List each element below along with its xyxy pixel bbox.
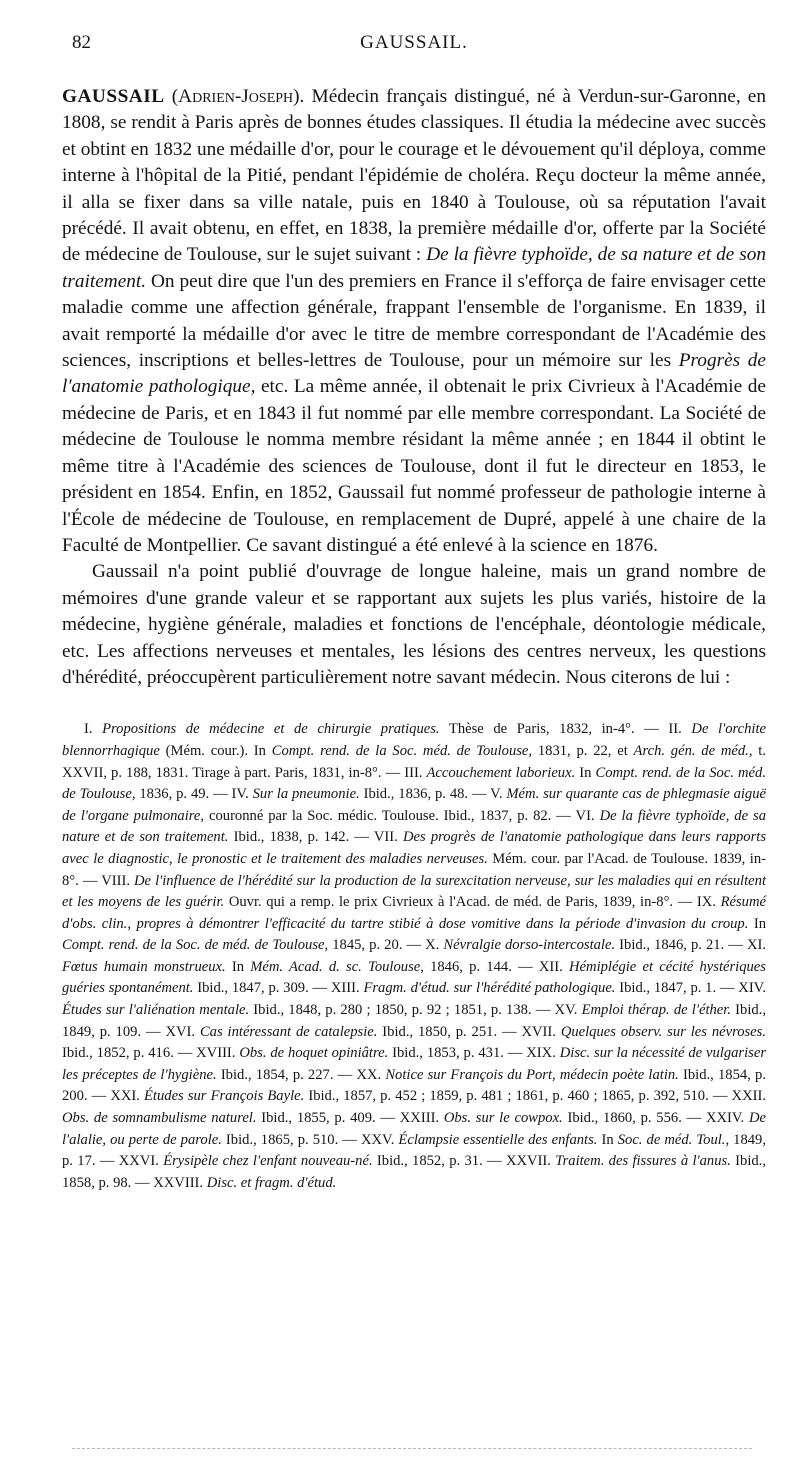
bibliography-title: Traitem. des fissures à l'anus. xyxy=(555,1153,731,1170)
bibliography-text: Ibid., 1852, p. 416. — XVIII. xyxy=(62,1045,240,1062)
paragraph-1-text-b: On peut dire que l'un des premiers en France il s'efforça de faire envisager cette maladie comme une affection générale, frappant l'ensemble de l'organisme. En 1839, il avait remporté la médaille d'or avec le titre de membre correspondant de l'Académie des sciences, inscriptions et belles-lettres de Toulouse, pour un mémoire sur les xyxy=(62,270,766,372)
bibliography-text: Ibid., 1854, p. 227. — XX. xyxy=(216,1066,386,1083)
paragraph-1-text-a: Médecin français distingué, né à Verdun-sur-Garonne, en 1808, se rendit à Paris après de bonnes études classiques. Il étudia la médecine avec succès et obtint en 1832 une médaille d'or, pour le courage et le dévouement qu'il déploya, comme interne à l'hôpital de la Pitié, pendant l'épidémie de choléra. Reçu docteur la même année, il alla se fixer dans sa ville natale, puis en 1840 à Toulouse, où sa réputation l'avait précédé. Il avait obtenu, en effet, en 1838, la première médaille d'or, offerte par la Société de médecine de Toulouse, sur le sujet suivant : xyxy=(62,86,766,266)
bibliography-text: Ibid., 1847, p. 1. — XIV. xyxy=(615,980,766,997)
bibliography-title: Hémiplégie et cécité hystériques guéries spontanément. xyxy=(62,958,766,997)
bibliography-text: Ibid., 1858, p. 98. — XXVIII. xyxy=(62,1153,766,1191)
bibliography-text: 1846, p. 144. — XII. xyxy=(423,958,570,975)
bibliography-title: De l'orchite blennorrhagique xyxy=(62,721,767,759)
bibliography-text: Ouvr. qui a remp. le prix Civrieux à l'Acad. de méd. de Paris, 1839, in-8°. — IX. xyxy=(224,894,721,911)
bibliography-title: Compt. rend. de la Soc. méd. de Toulouse, xyxy=(62,764,766,803)
bibliography-text: Thèse de Paris, 1832, in-4°. — II. xyxy=(439,721,692,738)
running-head: GAUSSAIL. xyxy=(360,32,468,53)
bibliography-text: I. xyxy=(84,721,103,738)
bibliography-title: Mém. sur quarante cas de phlegmasie aiguë de l'organe pulmonaire, xyxy=(62,786,767,824)
bibliography-title: Obs. de somnambulisme naturel. xyxy=(62,1110,257,1127)
bibliography-title: Disc. sur la nécessité de vulgariser les préceptes de l'hygiène. xyxy=(62,1045,766,1083)
bibliography-text: t. XXVII, p. 188, 1831. Tirage à part. Paris, 1831, in-8°. — III. xyxy=(62,742,766,781)
article-body xyxy=(62,84,766,691)
bibliography-text: Ibid., 1853, p. 431. — XIX. xyxy=(388,1045,560,1062)
paragraph-1-text-c: etc. La même année, il obtenait le prix Civrieux à l'Académie de médecine de Paris, et en 1843 il fut nommé par elle membre correspondant. La Société de médecine de Toulouse le nomma membre résidant la même année ; en 1844 il obtint le même titre à l'Académie des sciences de Toulouse, dont il fut le directeur en 1853, le président en 1854. Enfin, en 1852, Gaussail fut nommé professeur de pathologie interne à l'École de médecine de Toulouse, en remplacement de Dupré, appelé à une chaire de la Faculté de Montpellier. Ce savant distingué a été enlevé à la science en 1876. xyxy=(62,376,766,556)
bibliography-text: Ibid., 1838, p. 142. — VII. xyxy=(228,829,403,846)
bibliography-title: Soc. de méd. Toul., xyxy=(617,1131,730,1148)
bibliography-text: Ibid., 1850, p. 251. — XVII. xyxy=(377,1023,561,1040)
paragraph-2: Gaussail n'a point publié d'ouvrage de longue haleine, mais un grand nombre de mémoires d'une grande valeur et se rapportant aux sujets les plus variés, histoire de la médecine, hygiène générale, maladies et fonctions de l'encéphale, déontologie médicale, etc. Les affections nerveuses et mentales, les lésions des centres nerveux, les questions d'hérédité, préoccupèrent particulièrement notre savant médecin. Nous citerons de lui : xyxy=(62,561,766,688)
bibliography-title: Mém. Acad. d. sc. Toulouse, xyxy=(250,958,424,975)
bibliography-title: Compt. rend. de la Soc. de méd. de Toulouse, xyxy=(62,937,329,954)
bibliography-title: Fragm. d'étud. sur l'hérédité pathologique. xyxy=(363,980,616,997)
bibliography-text: Ibid., 1846, p. 21. — XI. xyxy=(615,937,766,954)
bibliography-title: Éclampsie essentielle des enfants. xyxy=(398,1131,598,1148)
bibliography-title: Érysipèle chez l'enfant nouveau-né. xyxy=(163,1153,373,1170)
bibliography-title: Obs. sur le cowpox. xyxy=(443,1110,563,1127)
bibliography-text: 1836, p. 49. — IV. xyxy=(135,786,253,803)
bibliography-text: Ibid., 1849, p. 109. — XVI. xyxy=(62,1002,766,1040)
bibliography-text: Mém. cour. par l'Acad. de Toulouse. 1839, in-8°. — VIII. xyxy=(62,850,766,889)
bibliography-list xyxy=(62,719,766,1194)
bibliography-text: In xyxy=(225,958,251,975)
bibliography-text: couronné par la Soc. médic. Toulouse. Ibid., 1837, p. 82. — VI. xyxy=(204,807,600,824)
paragraph-1 xyxy=(62,84,766,559)
thesis-title: De la fièvre typhoïde, de sa nature et de son traitement. xyxy=(62,244,766,292)
given-names: (Adrien-Joseph). xyxy=(171,86,305,107)
bibliography-title: Études sur l'aliénation mentale. xyxy=(62,1002,250,1019)
page-number: 82 xyxy=(72,32,91,53)
bibliography-text: In xyxy=(597,1131,618,1148)
bibliography-title: De la fièvre typhoïde, de sa nature et de son traitement. xyxy=(62,807,766,846)
bibliography-title: Emploi thérap. de l'éther. xyxy=(581,1002,731,1019)
bibliography-title: Propositions de médecine et de chirurgie pratiques. xyxy=(102,721,440,738)
bibliography-text: Ibid., 1857, p. 452 ; 1859, p. 481 ; 1861, p. 460 ; 1865, p. 392, 510. — XXII. xyxy=(304,1088,766,1105)
bibliography-title: Études sur François Bayle. xyxy=(144,1088,305,1105)
bibliography-title: Obs. de hoquet opiniâtre. xyxy=(239,1045,389,1062)
bibliography-title: Quelques observ. sur les névroses. xyxy=(560,1023,766,1040)
bibliography-text: Ibid., 1836, p. 48. — V. xyxy=(359,786,507,803)
page-header xyxy=(62,28,766,58)
bibliography-title: Accouchement laborieux. xyxy=(426,764,576,781)
bibliography-text: Ibid., 1848, p. 280 ; 1850, p. 92 ; 1851, p. 138. — XV. xyxy=(249,1002,582,1019)
bibliography-title: Résumé d'obs. clin., propres à démontrer l'efficacité du tartre stibié à dose vomitive dans la période d'invasion du croup. xyxy=(62,894,766,932)
bibliography-title: Sur la pneumonie. xyxy=(252,786,360,803)
page-bottom-rule xyxy=(72,1448,752,1449)
bibliography-title: Compt. rend. de la Soc. méd. de Toulouse, xyxy=(271,742,533,759)
bibliography-text: Ibid., 1855, p. 409. — XXIII. xyxy=(256,1110,444,1127)
bibliography-title: Disc. et fragm. d'étud. xyxy=(206,1174,337,1191)
bibliography-title: Des progrès de l'anatomie pathologique dans leurs rapports avec le diagnostic, le pronostic et le traitement des maladies nerveuses. xyxy=(62,829,767,867)
bibliography-title: Fœtus humain monstrueux. xyxy=(62,958,226,975)
bibliography-text: 1831, p. 22, et xyxy=(532,742,634,759)
bibliography-title: Cas intéressant de catalepsie. xyxy=(199,1023,378,1040)
bibliography-title: De l'alalie, ou perte de parole. xyxy=(62,1110,766,1148)
memoir-title: Progrès de l'anatomie pathologique, xyxy=(62,350,766,398)
bibliography-text: 1845, p. 20. — X. xyxy=(328,937,444,954)
bibliography-text: Ibid., 1854, p. 200. — XXI. xyxy=(62,1066,766,1105)
bibliography-title: Notice sur François du Port, médecin poète latin. xyxy=(385,1066,679,1083)
bibliography-text: Ibid., 1860, p. 556. — XXIV. xyxy=(562,1110,749,1127)
bibliography-title: De l'influence de l'hérédité sur la production de la surexcitation nerveuse, sur les maladies qui en résultent et les moyens de les guérir. xyxy=(62,872,766,911)
bibliography-text: (Mém. cour.). In xyxy=(159,742,272,759)
bibliography-text: Ibid., 1847, p. 309. — XIII. xyxy=(193,980,364,997)
bibliography-title: Névralgie dorso-intercostale. xyxy=(443,937,616,954)
headword: GAUSSAIL xyxy=(62,86,165,107)
bibliography-text: 1849, p. 17. — XXVI. xyxy=(62,1131,767,1170)
bibliography-title: Arch. gén. de méd., xyxy=(633,742,753,759)
bibliography-text: Ibid., 1852, p. 31. — XXVII. xyxy=(372,1153,556,1170)
bibliography-text: In xyxy=(575,764,596,781)
bibliography-text: In xyxy=(748,915,766,932)
bibliography-text: Ibid., 1865, p. 510. — XXV. xyxy=(221,1131,399,1148)
